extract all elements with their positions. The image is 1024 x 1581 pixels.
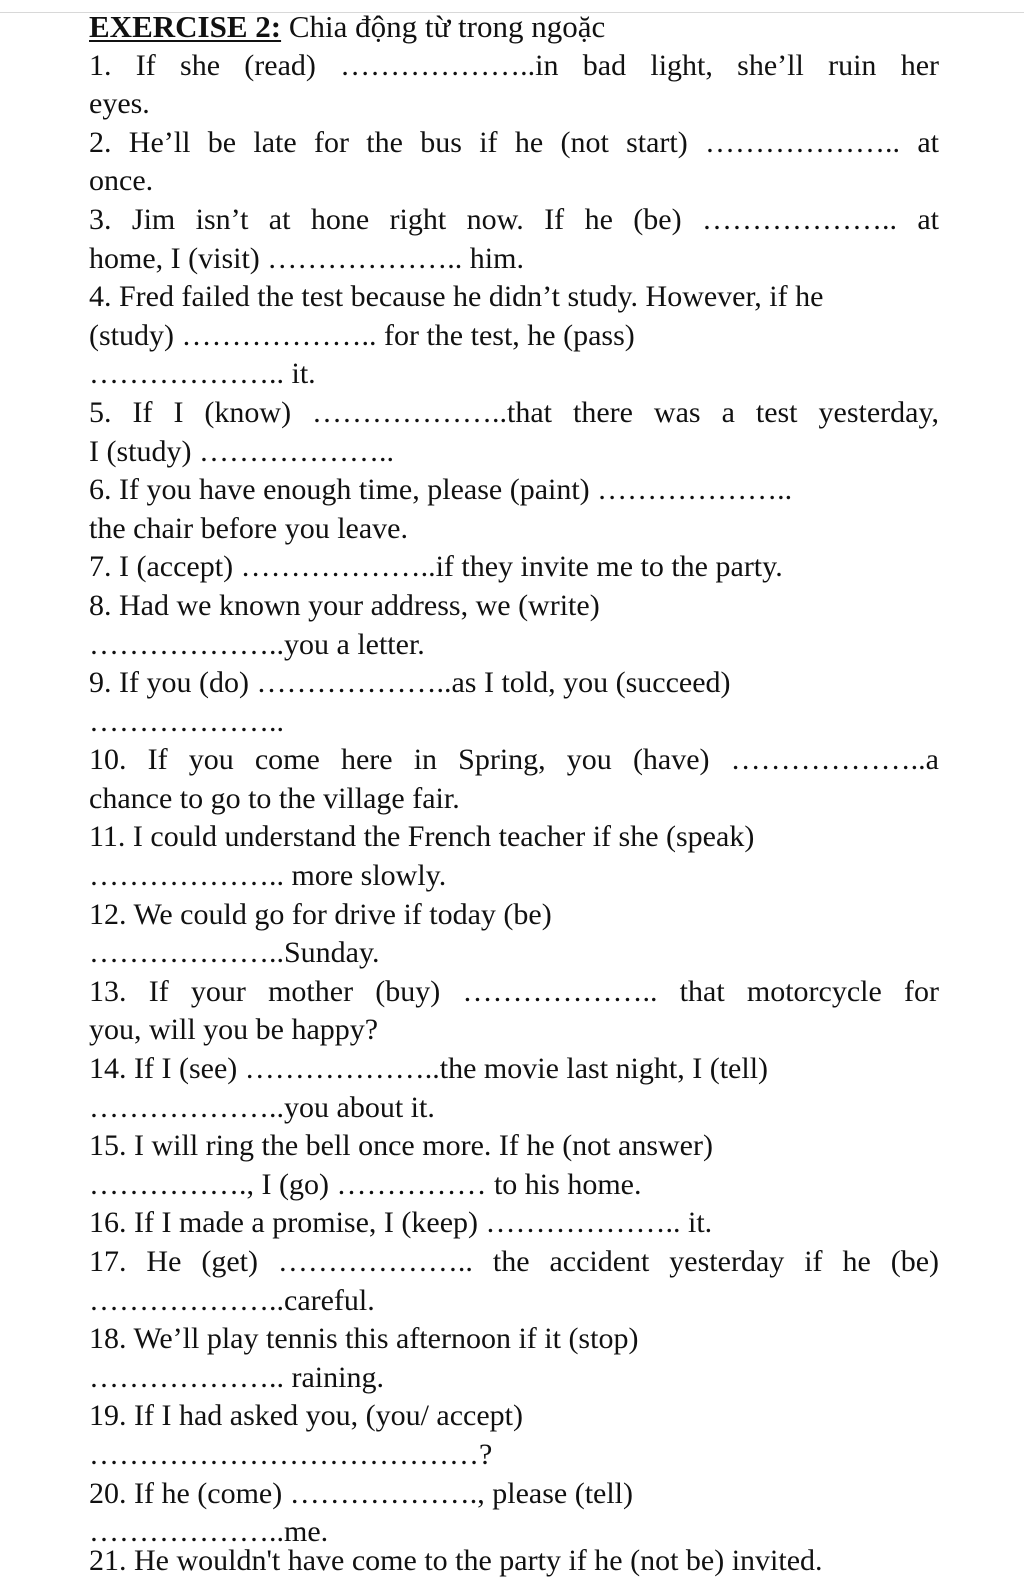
- exercise-line: 13. If your mother (buy) ……………….. that motorcycle for: [89, 974, 939, 1008]
- exercise-line: ……………….. it.: [89, 357, 316, 391]
- exercise-line: 12. We could go for drive if today (be): [89, 897, 552, 931]
- exercise-line: 8. Had we known your address, we (write): [89, 588, 600, 622]
- exercise-title: [89, 8, 939, 47]
- exercise-line: 4. Fred failed the test because he didn’t study. However, if he: [89, 280, 824, 314]
- exercise-line: ………………..you about it.: [89, 1090, 435, 1124]
- cut-off-text: 21. He wouldn't have come to the party if he (not be) invited.: [89, 1544, 823, 1577]
- exercise-line: ……………….. raining.: [89, 1360, 384, 1394]
- exercise-line: ……………., I (go) …………… to his home.: [89, 1167, 642, 1201]
- exercise-line: 9. If you (do) ………………..as I told, you (succeed): [89, 666, 731, 700]
- exercise-line: you, will you be happy?: [89, 1013, 379, 1047]
- exercise-line: 3. Jim isn’t at hone right now. If he (be) ……………….. at: [89, 202, 939, 236]
- exercise-line: 11. I could understand the French teacher if she (speak): [89, 820, 755, 854]
- exercise-line: 10. If you come here in Spring, you (have) ………………..a: [89, 743, 939, 777]
- exercise-line: 18. We’ll play tennis this afternoon if it (stop): [89, 1322, 639, 1356]
- exercise-line: ………………..Sunday.: [89, 936, 380, 970]
- exercise-sheet: [89, 8, 939, 1552]
- exercise-line: eyes.: [89, 87, 150, 121]
- exercise-line: I (study) ………………..: [89, 434, 394, 468]
- exercise-line: 2. He’ll be late for the bus if he (not start) ……………….. at: [89, 125, 939, 159]
- cut-off-line: [89, 1544, 939, 1577]
- exercise-line: 20. If he (come) ………………., please (tell): [89, 1476, 633, 1510]
- exercise-line: once.: [89, 164, 154, 198]
- exercise-line: 7. I (accept) ………………..if they invite me to the party.: [89, 550, 783, 584]
- exercise-line: ………………..: [89, 704, 284, 738]
- exercise-line: ………………..you a letter.: [89, 627, 425, 661]
- exercise-line: chance to go to the village fair.: [89, 781, 460, 815]
- exercise-line: 17. He (get) ……………….. the accident yesterday if he (be): [89, 1245, 939, 1278]
- exercise-line: 19. If I had asked you, (you/ accept): [89, 1399, 524, 1433]
- exercise-instruction: Chia động từ trong ngoặc: [281, 9, 606, 44]
- exercise-line: 14. If I (see) ………………..the movie last night, I (tell): [89, 1052, 769, 1086]
- exercise-lines: [89, 47, 939, 1552]
- exercise-line: 5. If I (know) ………………..that there was a test yesterday,: [89, 395, 939, 429]
- exercise-line: the chair before you leave.: [89, 511, 408, 545]
- exercise-line: ……………….. more slowly.: [89, 859, 447, 893]
- exercise-line: 1. If she (read) ………………..in bad light, she’ll ruin her: [89, 48, 939, 82]
- exercise-line: 6. If you have enough time, please (paint) ………………..: [89, 473, 793, 507]
- exercise-line: 16. If I made a promise, I (keep) ……………….. it.: [89, 1206, 713, 1240]
- exercise-line: 15. I will ring the bell once more. If he (not answer): [89, 1129, 713, 1163]
- exercise-line: ………………..careful.: [89, 1283, 375, 1317]
- exercise-line: ………………..me.: [89, 1515, 329, 1549]
- exercise-line: (study) ……………….. for the test, he (pass): [89, 318, 635, 352]
- exercise-label: EXERCISE 2:: [89, 9, 282, 44]
- exercise-line: home, I (visit) ……………….. him.: [89, 241, 524, 275]
- exercise-line: …………………………………?: [89, 1437, 493, 1471]
